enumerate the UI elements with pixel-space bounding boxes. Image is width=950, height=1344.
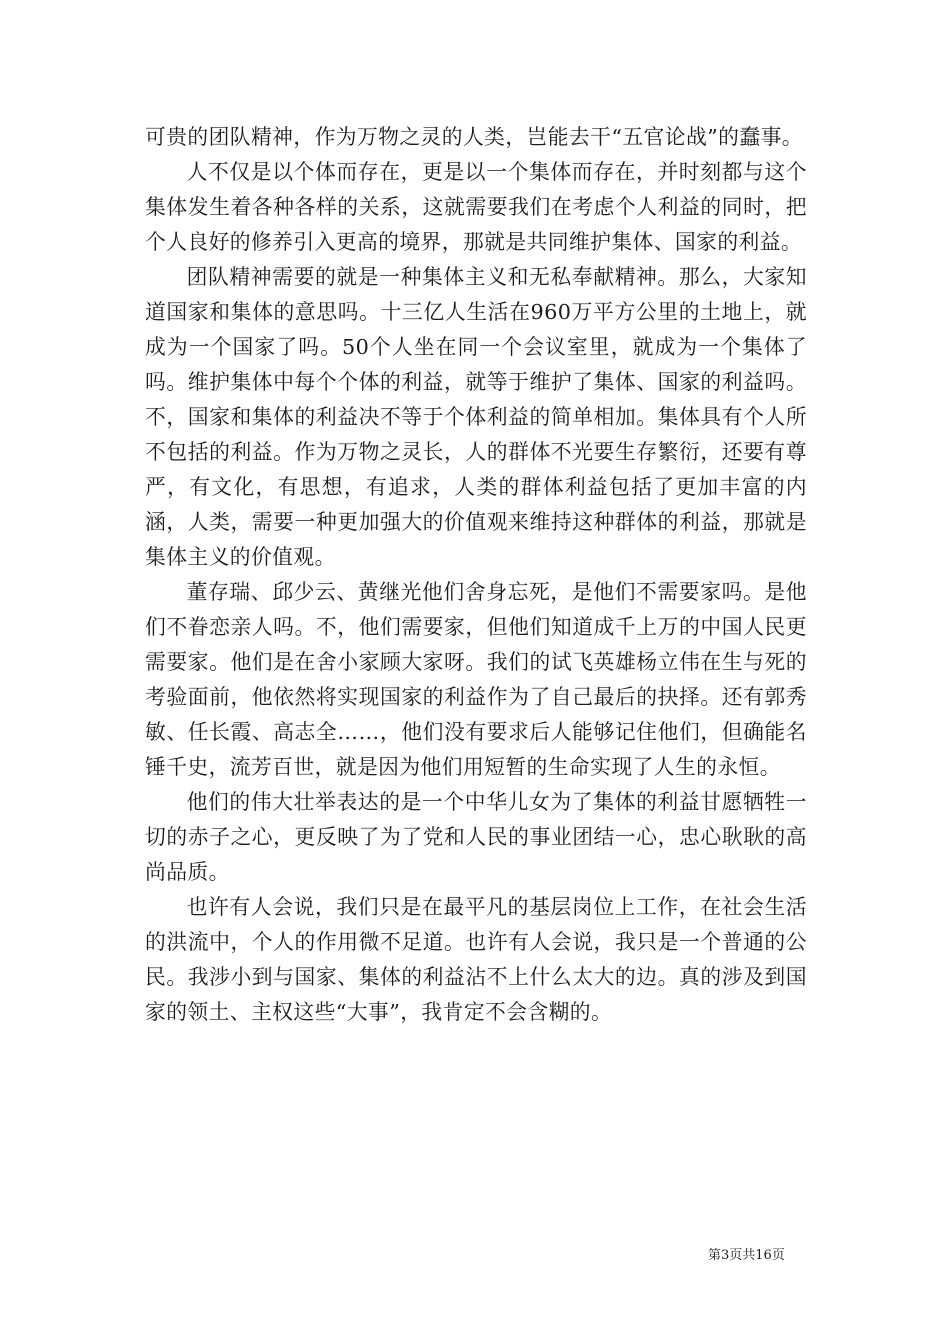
paragraph-2: 人不仅是以个体而存在，更是以一个集体而存在，并时刻都与这个集体发生着各种各样的关系，这就需要我们在考虑个人利益的同时，把个人良好的修养引入更高的境界，那就是共同维护集体、国家的利益。 <box>145 160 807 254</box>
document-body <box>145 120 807 1030</box>
paragraph-6: 也许有人会说，我们只是在最平凡的基层岗位上工作，在社会生活的洪流中，个人的作用微不足道。也许有人会说，我只是一个普通的公民。我涉小到与国家、集体的利益沾不上什么太大的边。真的涉及到国家的领土、主权这些“大事”，我肯定不会含糊的。 <box>145 895 807 1024</box>
paragraph-5: 他们的伟大壮举表达的是一个中华儿女为了集体的利益甘愿牺牲一切的赤子之心，更反映了为了党和人民的事业团结一心，忠心耿耿的高尚品质。 <box>145 790 807 884</box>
paragraph-1: 可贵的团队精神，作为万物之灵的人类，岂能去干“五官论战”的蠢事。 <box>145 125 803 149</box>
paragraph-4: 董存瑞、邱少云、黄继光他们舍身忘死，是他们不需要家吗。是他们不眷恋亲人吗。不，他们需要家，但他们知道成千上万的中国人民更需要家。他们是在舍小家顾大家呀。我们的试飞英雄杨立伟在生与死的考验面前，他依然将实现国家的利益作为了自己最后的抉择。还有郭秀敏、任长霞、高志全……，他们没有要求后人能够记住他们，但确能名锤千史，流芳百世，就是因为他们用短暂的生命实现了人生的永恒。 <box>145 580 807 779</box>
paragraph-3: 团队精神需要的就是一种集体主义和无私奉献精神。那么，大家知道国家和集体的意思吗。十三亿人生活在960万平方公里的土地上，就成为一个国家了吗。50个人坐在同一个会议室里，就成为一个集体了吗。维护集体中每个个体的利益，就等于维护了集体、国家的利益吗。不，国家和集体的利益决不等于个体利益的简单相加。集体具有个人所不包括的利益。作为万物之灵长，人的群体不光要生存繁衍，还要有尊严，有文化，有思想，有追求，人类的群体利益包括了更加丰富的内涵，人类，需要一种更加强大的价值观来维持这种群体的利益，那就是集体主义的价值观。 <box>145 265 807 569</box>
page-number-footer: 第3页共16页 <box>708 1248 785 1263</box>
